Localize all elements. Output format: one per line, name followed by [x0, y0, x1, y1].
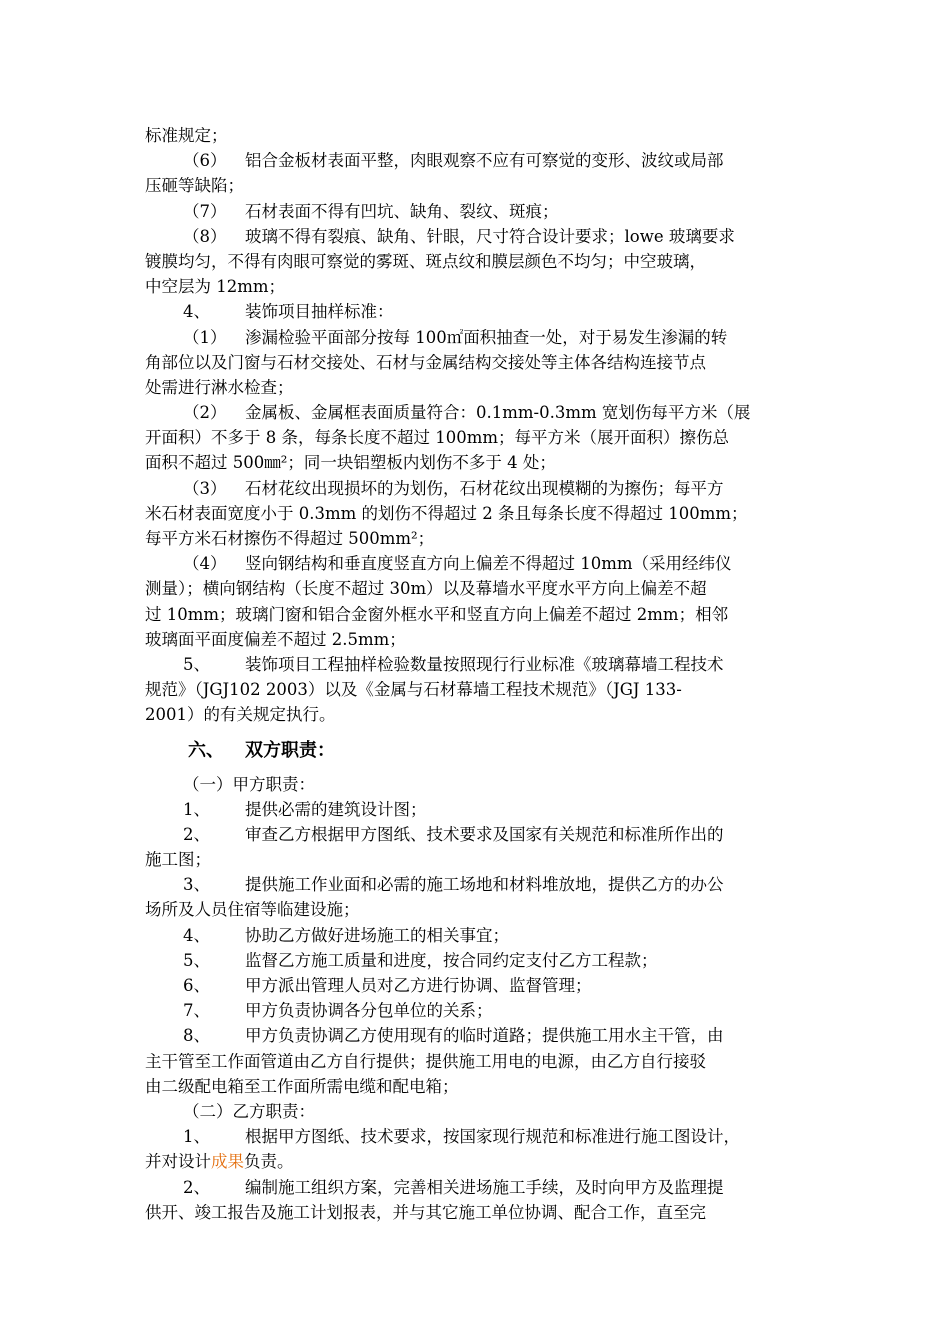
document-body [145, 123, 810, 1225]
item-number: （8） [183, 226, 227, 246]
item-number: 3、 [183, 875, 210, 895]
paragraph-line: 开面积）不多于 8 条，每条长度不超过 100mm；每平方米（展开面积）擦伤总 [145, 428, 730, 448]
list-item-8 [145, 224, 810, 249]
paragraph-line: 面积不超过 500㎜²；同一块铝塑板内划伤不多于 4 处； [145, 453, 556, 473]
item-number: （2） [183, 403, 227, 423]
list-item-4-4 [145, 551, 810, 576]
party-a-item-6 [145, 973, 810, 998]
item-number: 4、 [183, 925, 210, 945]
item-number: （3） [183, 478, 227, 498]
paragraph-line: 玻璃面平面度偏差不超过 2.5mm； [145, 629, 406, 649]
item-number: 5、 [183, 950, 210, 970]
item-number: 8、 [183, 1026, 210, 1046]
section-5-item [145, 652, 810, 677]
item-text: 金属板、金属框表面质量符合：0.1mm-0.3mm 宽划伤每平方米（展 [245, 403, 751, 423]
highlighted-text: 成果 [211, 1152, 244, 1172]
item-text: 渗漏检验平面部分按每 100㎡面积抽查一处，对于易发生渗漏的转 [245, 327, 728, 347]
item-number: （4） [183, 554, 227, 574]
item-text: 提供必需的建筑设计图； [245, 799, 427, 819]
party-b-item-2 [145, 1175, 810, 1200]
party-a-item-8 [145, 1023, 810, 1048]
paragraph-line: 供开、竣工报告及施工计划报表，并与其它施工单位协调、配合工作，直至完 [145, 1202, 706, 1222]
party-a-item-7 [145, 998, 810, 1023]
item-number: （1） [183, 327, 227, 347]
paragraph-line: 施工图； [145, 850, 211, 870]
paragraph-line: 镀膜均匀，不得有肉眼可察觉的雾斑、斑点纹和膜层颜色不均匀；中空玻璃， [145, 251, 706, 271]
item-text: 石材花纹出现损坏的为划伤，石材花纹出现模糊的为擦伤；每平方 [245, 478, 724, 498]
item-number: 1、 [183, 1127, 210, 1147]
paragraph-line: 场所及人员住宿等临建设施； [145, 900, 360, 920]
text-segment: 并对设计 [145, 1152, 211, 1172]
paragraph-line: 由二级配电箱至工作面所需电缆和配电箱； [145, 1076, 459, 1096]
paragraph-line: 主干管至工作面管道由乙方自行提供；提供施工用电的电源，由乙方自行接驳 [145, 1051, 706, 1071]
party-a-item-2 [145, 822, 810, 847]
item-number: （7） [183, 201, 227, 221]
paragraph-line: 2001）的有关规定执行。 [145, 705, 336, 725]
item-text: 根据甲方图纸、技术要求，按国家现行规范和标准进行施工图设计， [245, 1127, 740, 1147]
list-item-6 [145, 148, 810, 173]
item-number: 2、 [183, 824, 210, 844]
list-item-4-1 [145, 325, 810, 350]
section-4-heading [145, 299, 810, 324]
party-a-item-5 [145, 948, 810, 973]
paragraph-line: 角部位以及门窗与石材交接处、石材与金属结构交接处等主体各结构连接节点 [145, 352, 706, 372]
item-text: 编制施工组织方案，完善相关进场施工手续，及时向甲方及监理提 [245, 1177, 724, 1197]
list-item-4-2 [145, 400, 810, 425]
item-text: 玻璃不得有裂痕、缺角、针眼，尺寸符合设计要求；lowe 玻璃要求 [245, 226, 735, 246]
paragraph-line: 过 10mm；玻璃门窗和铝合金窗外框水平和竖直方向上偏差不超过 2mm；相邻 [145, 604, 729, 624]
party-a-title: （一）甲方职责： [183, 774, 315, 794]
list-item-4-3 [145, 476, 810, 501]
party-a-item-4 [145, 923, 810, 948]
item-text: 竖向钢结构和垂直度竖直方向上偏差不得超过 10mm（采用经纬仪 [245, 554, 732, 574]
paragraph-line: 测量）；横向钢结构（长度不超过 30m）以及幕墙水平度水平方向上偏差不超 [145, 579, 707, 599]
item-text: 装饰项目抽样标准： [245, 302, 394, 322]
heading-number: 六、 [188, 739, 224, 761]
item-text: 审查乙方根据甲方图纸、技术要求及国家有关规范和标准所作出的 [245, 824, 724, 844]
item-text: 石材表面不得有凹坑、缺角、裂纹、斑痕； [245, 201, 559, 221]
item-number: 5、 [183, 654, 210, 674]
item-text: 甲方负责协调各分包单位的关系； [245, 1001, 493, 1021]
paragraph-line: 规范》（JGJ102 2003）以及《金属与石材幕墙工程技术规范》（JGJ 133- [145, 680, 682, 700]
item-number: 6、 [183, 976, 210, 995]
item-text: 装饰项目工程抽样检验数量按照现行行业标准《玻璃幕墙工程技术 [245, 654, 724, 674]
party-a-item-1 [145, 797, 810, 822]
heading-title: 双方职责： [245, 739, 335, 761]
paragraph-line: 米石材表面宽度小于 0.3mm 的划伤不得超过 2 条且每条长度不得超过 100mm； [145, 503, 748, 523]
item-text: 甲方派出管理人员对乙方进行协调、监督管理； [245, 976, 592, 995]
party-b-item-1 [145, 1124, 810, 1149]
paragraph-line: 每平方米石材擦伤不得超过 500mm²； [145, 529, 435, 548]
paragraph-line: 处需进行淋水检查； [145, 377, 294, 397]
item-text: 提供施工作业面和必需的施工场地和材料堆放地，提供乙方的办公 [245, 875, 724, 895]
item-number: 1、 [183, 799, 210, 819]
paragraph-line: 中空层为 12mm； [145, 277, 286, 297]
party-a-item-3 [145, 872, 810, 897]
text-segment: 负责。 [244, 1152, 294, 1172]
item-text: 监督乙方施工质量和进度，按合同约定支付乙方工程款； [245, 950, 658, 970]
item-number: 4、 [183, 302, 210, 322]
item-number: （6） [183, 151, 227, 171]
item-number: 2、 [183, 1177, 210, 1197]
paragraph-line: 压砸等缺陷； [145, 176, 244, 196]
item-number: 7、 [183, 1001, 210, 1021]
item-text: 协助乙方做好进场施工的相关事宜； [245, 925, 509, 945]
paragraph-line: 标准规定； [145, 126, 228, 145]
item-text: 铝合金板材表面平整，肉眼观察不应有可察觉的变形、波纹或局部 [245, 151, 724, 171]
paragraph-line [145, 1149, 810, 1174]
party-b-title: （二）乙方职责： [183, 1101, 315, 1121]
section-6-heading [145, 733, 810, 769]
item-text: 甲方负责协调乙方使用现有的临时道路；提供施工用水主干管，由 [245, 1026, 724, 1046]
list-item-7 [145, 199, 810, 224]
